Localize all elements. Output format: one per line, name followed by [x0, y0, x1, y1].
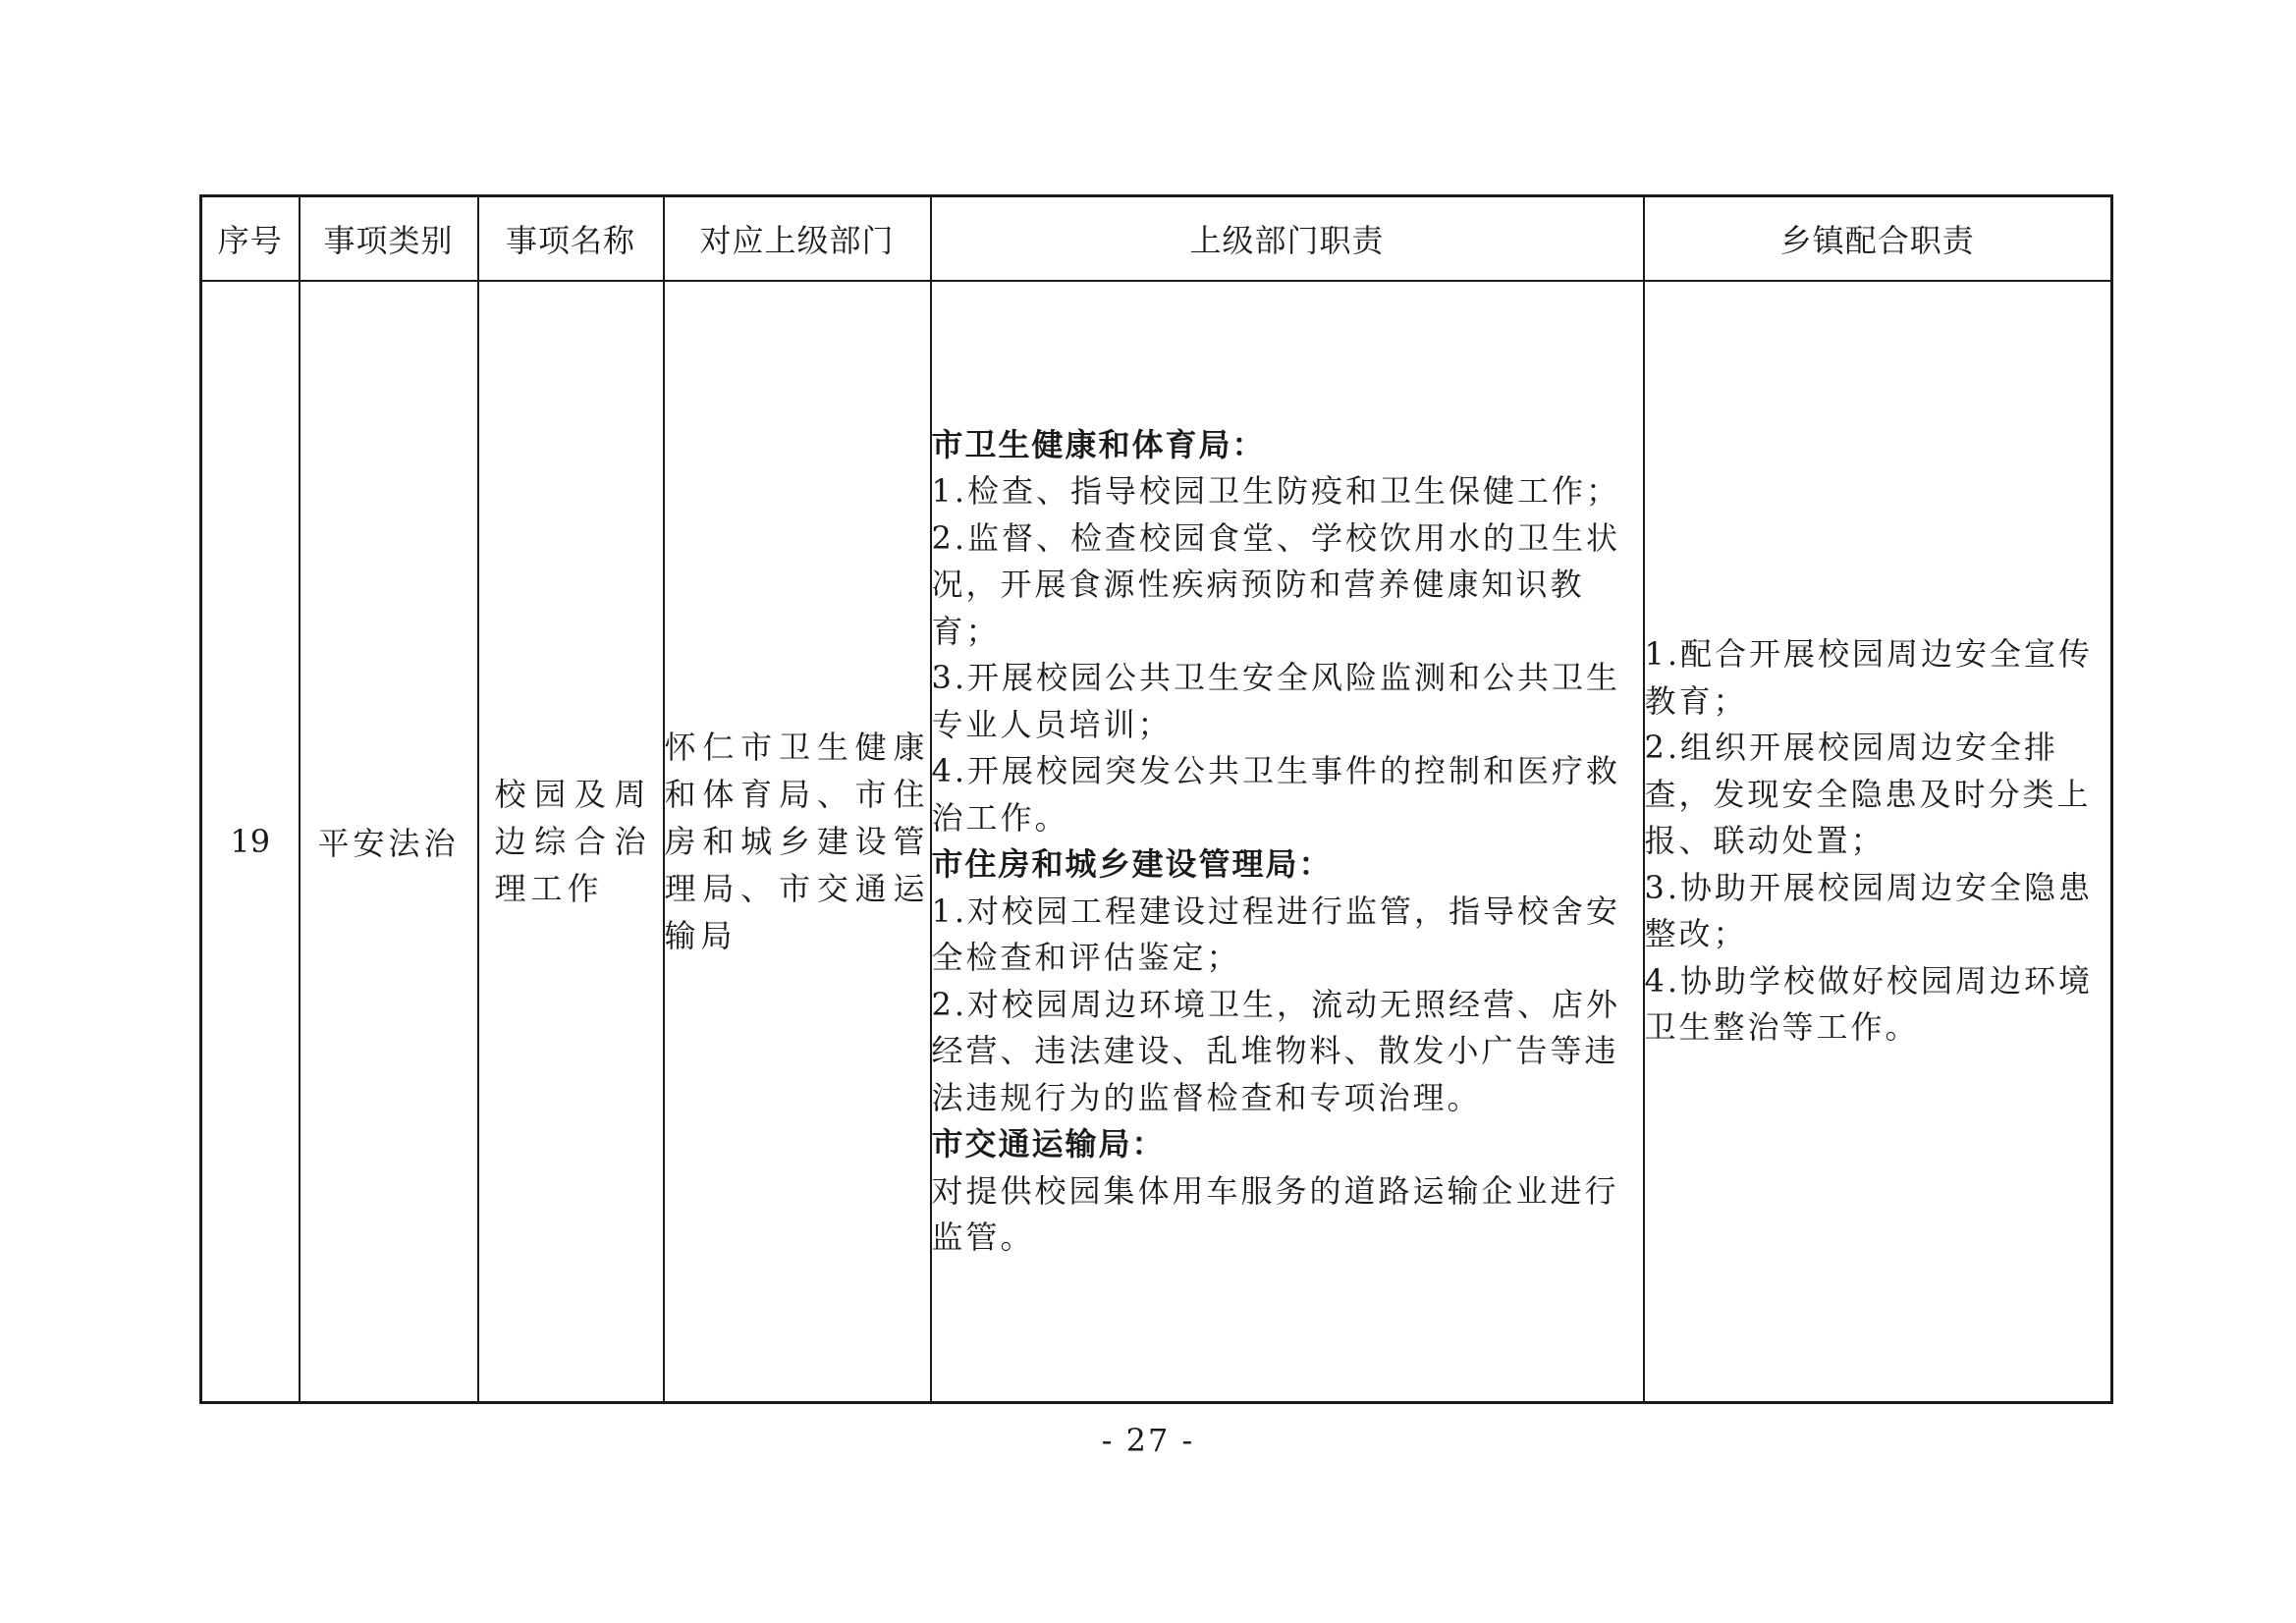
- township-duty-line: 3.协助开展校园周边安全隐患整改；: [1644, 868, 2094, 953]
- duty-line: 2.监督、检查校园食堂、学校饮用水的卫生状况，开展食源性疾病预防和营养健康知识教育；: [931, 518, 1621, 650]
- duty-line: 对提供校园集体用车服务的道路运输企业进行监管。: [931, 1171, 1619, 1256]
- header-index: 序号: [201, 196, 300, 282]
- duty-table: [199, 194, 2113, 1404]
- header-item-name: 事项名称: [478, 196, 664, 282]
- page-number: - 27 -: [1101, 1422, 1195, 1459]
- header-departments: 对应上级部门: [664, 196, 931, 282]
- row-index: 19: [201, 281, 300, 1403]
- row-departments: 怀仁市卫生健康和体育局、市住房和城乡建设管理局、市交通运输局: [664, 281, 931, 1403]
- duty-line: 1.检查、指导校园卫生防疫和卫生保健工作；: [931, 472, 1621, 510]
- duty-line: 1.对校园工程建设过程进行监管，指导校舍安全检查和评估鉴定；: [931, 892, 1621, 976]
- header-category: 事项类别: [300, 196, 478, 282]
- row-item-name: 校园及周边综合治理工作: [478, 281, 664, 1403]
- row-township-duties: [1644, 281, 2112, 1403]
- township-duty-line: 2.组织开展校园周边安全排查，发现安全隐患及时分类上报、联动处置；: [1644, 729, 2092, 860]
- duty-line: 3.开展校园公共卫生安全风险监测和公共卫生专业人员培训；: [931, 659, 1621, 743]
- duty-line: 2.对校园周边环境卫生，流动无照经营、店外经营、违法建设、乱堆物料、散发小广告等违法违规行为的监督检查和专项治理。: [931, 985, 1621, 1116]
- header-township-duties: 乡镇配合职责: [1644, 196, 2112, 282]
- row-superior-duties: [931, 281, 1644, 1403]
- duty-line: 4.开展校园突发公共卫生事件的控制和医疗救治工作。: [931, 752, 1621, 837]
- table-header-row: [201, 196, 2112, 282]
- table-row: [201, 281, 2112, 1403]
- township-duty-line: 1.配合开展校园周边安全宣传教育；: [1644, 635, 2094, 720]
- dept-heading-housing: 市住房和城乡建设管理局：: [931, 845, 1333, 883]
- dept-heading-health: 市卫生健康和体育局：: [931, 425, 1266, 463]
- header-superior-duties: 上级部门职责: [931, 196, 1644, 282]
- township-duty-line: 4.协助学校做好校园周边环境卫生整治等工作。: [1644, 961, 2094, 1047]
- dept-heading-transport: 市交通运输局：: [931, 1125, 1166, 1163]
- row-category: 平安法治: [300, 281, 478, 1403]
